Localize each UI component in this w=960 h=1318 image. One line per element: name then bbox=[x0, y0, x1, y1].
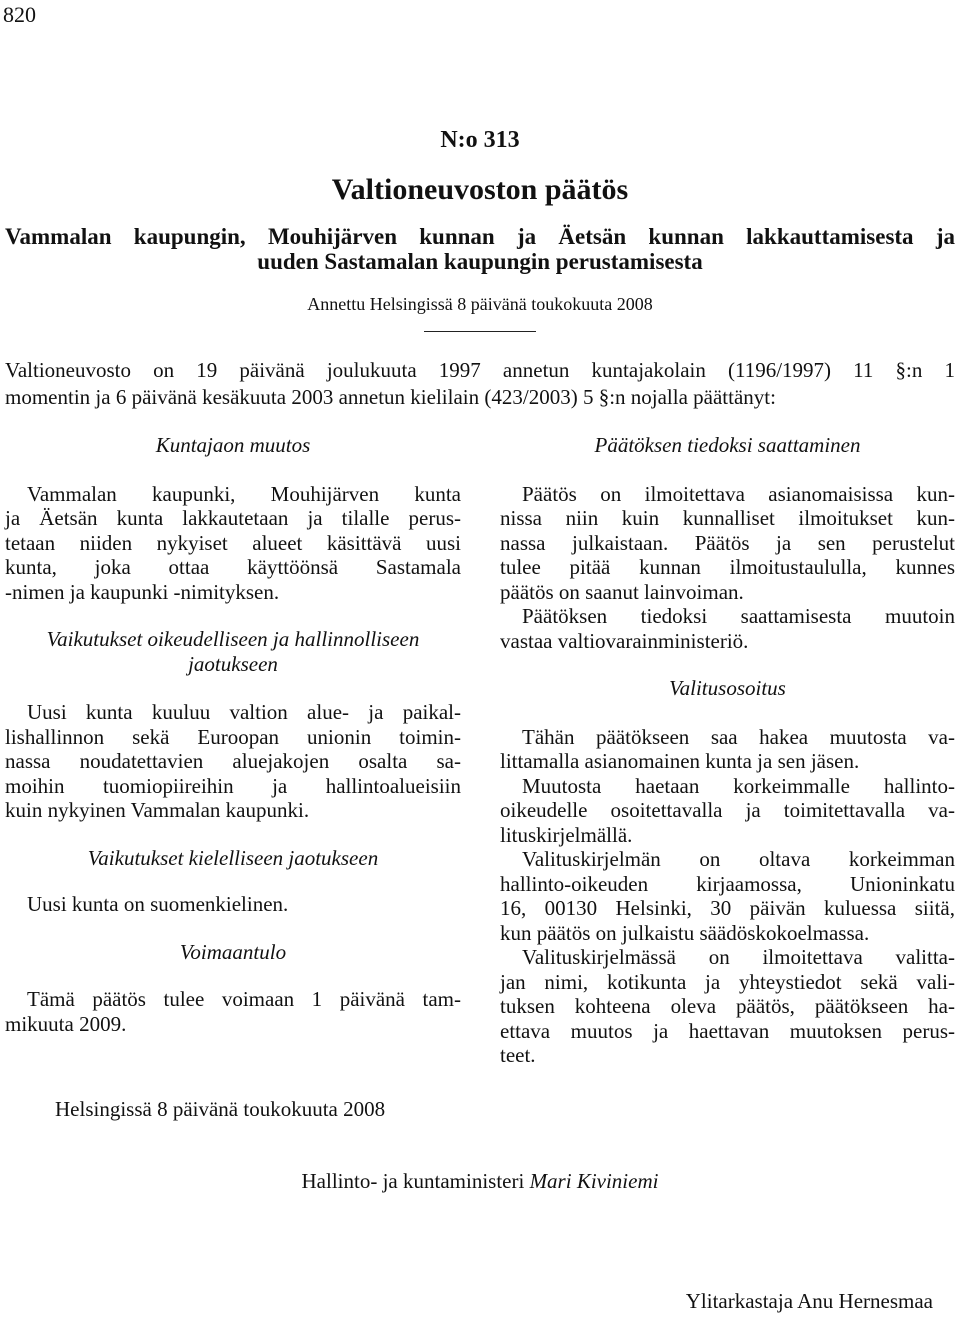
section-heading-oikeudellinen-jaotus: Vaikutukset oikeudelliseen ja hallinnolliseen bbox=[46, 627, 420, 651]
text-line: nissa niin kuin kunnalliset ilmoitukset kun- bbox=[500, 506, 955, 530]
text-line: nassa noudatettavien aluejakojen osalta sa- bbox=[5, 749, 461, 773]
minister-title: Hallinto- ja kuntaministeri bbox=[301, 1169, 525, 1193]
document-title: Valtioneuvoston päätös bbox=[331, 173, 629, 206]
text-line: Vammalan kaupunki, Mouhijärven kunta bbox=[27, 481, 461, 506]
text-line: tetaan niiden nykyiset alueet käsittävä uusi bbox=[5, 530, 461, 555]
text-line: Uusi kunta kuuluu valtion alue- ja paikal- bbox=[27, 700, 461, 724]
text-line: kunta, joka ottaa käyttöönsä Sastamala bbox=[5, 555, 461, 579]
text-line: lishallinnon sekä Euroopan unionin toimin- bbox=[5, 724, 461, 749]
subtitle-line-1: Vammalan kaupungin, Mouhijärven kunnan ja Äetsän kunnan lakkauttamisesta ja bbox=[5, 224, 955, 249]
preamble bbox=[5, 357, 955, 411]
text-line: 16, 00130 Helsinki, 30 päivän kuluessa siitä, bbox=[500, 896, 955, 920]
minister-name: Mari Kiviniemi bbox=[529, 1169, 659, 1193]
text-line: tuksen kohteena oleva päätös, päätökseen ha- bbox=[500, 994, 955, 1018]
text-line: päätös on saanut lainvoiman. bbox=[500, 579, 744, 604]
text-line: mikuuta 2009. bbox=[5, 1011, 127, 1036]
minister-signature bbox=[0, 1168, 960, 1194]
section-heading-kielellinen-jaotus: Vaikutukset kielelliseen jaotukseen bbox=[87, 845, 379, 870]
text-line: littamalla asianomainen kunta ja sen jäsen. bbox=[500, 749, 860, 773]
paragraph-valituskirjelman-sisalto bbox=[500, 945, 955, 1068]
page-number: 820 bbox=[3, 2, 36, 27]
text-line: Valituskirjelmän on oltava korkeimman bbox=[522, 847, 955, 871]
paragraph-muutoksenhaku bbox=[500, 725, 955, 774]
text-line: ja Äetsän kunta lakkautetaan ja tilalle perus- bbox=[5, 506, 461, 530]
text-line: Tähän päätökseen saa hakea muutosta va- bbox=[522, 724, 955, 749]
text-line: teet. bbox=[500, 1043, 536, 1067]
paragraph-kuntajaon-muutos bbox=[5, 482, 461, 605]
document-subtitle bbox=[5, 224, 955, 274]
place-and-date: Helsingissä 8 päivänä toukokuuta 2008 bbox=[55, 1097, 386, 1121]
text-line: kun päätös on julkaistu säädöskokoelmassa. bbox=[500, 920, 870, 945]
paragraph-tiedoksi-muutoin bbox=[500, 604, 955, 653]
text-line: ettava muutos ja haettavan muutoksen perus- bbox=[500, 1018, 955, 1043]
preamble-line-1: Valtioneuvosto on 19 päivänä joulukuuta 1997 annetun kuntajakolain (1196/1997) 11 §:n 1 bbox=[5, 358, 955, 382]
text-line: vastaa valtiovarainministeriö. bbox=[500, 628, 749, 653]
text-line: Tämä päätös tulee voimaan 1 päivänä tam- bbox=[27, 987, 461, 1011]
text-line: hallinto-oikeuden kirjaamossa, Unioninkatu bbox=[500, 871, 955, 896]
section-heading-oikeudellinen-jaotus-cont: jaotukseen bbox=[188, 651, 278, 676]
inspector-signature: Ylitarkastaja Anu Hernesmaa bbox=[685, 1289, 933, 1313]
paragraph-korkein-hallinto-oikeus bbox=[500, 774, 955, 848]
paragraph-tiedoksi-saattaminen bbox=[500, 482, 955, 605]
section-heading-kuntajaon-muutos: Kuntajaon muutos bbox=[155, 433, 311, 457]
text-line: Päätöksen tiedoksi saattamisesta muutoin bbox=[522, 604, 955, 628]
text-line: Päätös on ilmoitettava asianomaisissa kun- bbox=[522, 481, 955, 506]
title-divider bbox=[424, 331, 536, 332]
paragraph-valituskirjelman-toimitus bbox=[500, 847, 955, 945]
statute-number: N:o 313 bbox=[440, 127, 520, 153]
text-line: oikeudelle osoitettavalla ja toimitettavalla va- bbox=[500, 798, 955, 822]
given-date-line: Annettu Helsingissä 8 päivänä toukokuuta 2008 bbox=[307, 294, 653, 314]
subtitle-line-2: uuden Sastamalan kaupungin perustamisesta bbox=[257, 249, 703, 274]
right-column bbox=[500, 433, 955, 1068]
text-line: tulee pitää kunnan ilmoitustaululla, kunnes bbox=[500, 555, 955, 579]
text-line: lituskirjelmällä. bbox=[500, 822, 633, 847]
text-line: kuin nykyinen Vammalan kaupunki. bbox=[5, 798, 310, 822]
text-line: Valituskirjelmässä on ilmoitettava valitta- bbox=[522, 945, 955, 969]
left-column bbox=[5, 433, 461, 1036]
paragraph-kielellinen-jaotus bbox=[5, 892, 461, 917]
section-heading-voimaantulo: Voimaantulo bbox=[179, 939, 287, 964]
text-line: nassa julkaistaan. Päätös ja sen perustelut bbox=[500, 530, 955, 555]
text-line: Uusi kunta on suomenkielinen. bbox=[27, 892, 289, 916]
text-line: Muutosta haetaan korkeimmalle hallinto- bbox=[522, 773, 955, 798]
text-line: jan nimi, kotikunta ja yhteystiedot sekä vali- bbox=[500, 969, 955, 994]
text-line: moihin tuomiopiireihin ja hallintoalueisiin bbox=[5, 773, 461, 798]
text-line: -nimen ja kaupunki -nimityksen. bbox=[5, 579, 280, 604]
section-heading-tiedoksi-saattaminen: Päätöksen tiedoksi saattaminen bbox=[594, 433, 861, 457]
paragraph-oikeudellinen-jaotus bbox=[5, 700, 461, 823]
paragraph-voimaantulo bbox=[5, 987, 461, 1036]
section-heading-valitusosoitus: Valitusosoitus bbox=[669, 676, 786, 700]
preamble-line-2: momentin ja 6 päivänä kesäkuuta 2003 annetun kielilain (423/2003) 5 §:n nojalla päättänyt: bbox=[5, 385, 776, 409]
